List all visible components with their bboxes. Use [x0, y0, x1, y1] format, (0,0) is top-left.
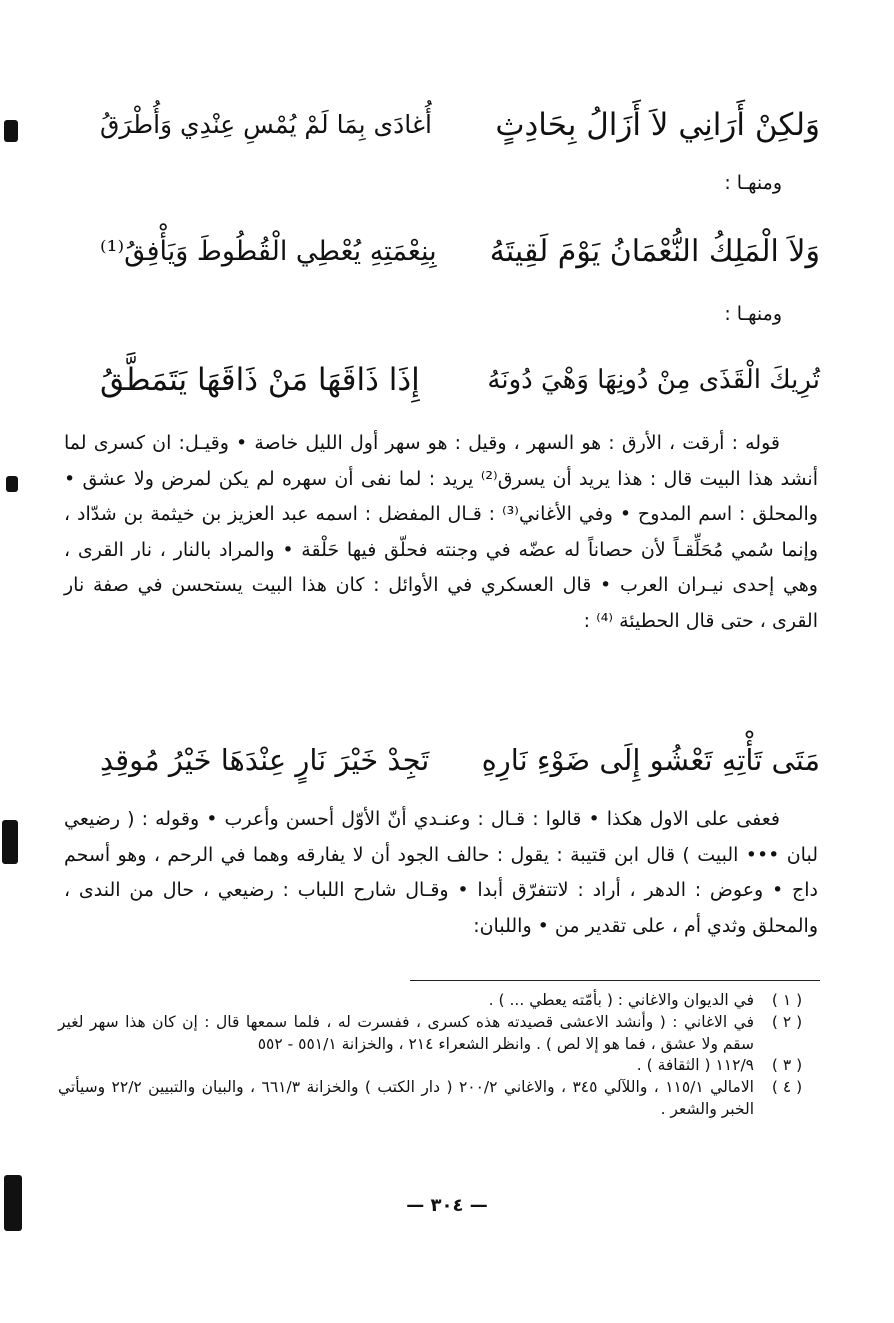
commentary-paragraph-2 [64, 802, 818, 944]
footnotes [58, 990, 820, 1121]
commentary-text-1: قوله : أرقت ، الأرق : هو السهر ، وقيل : هو سهر أول الليل خاصة • وقيـل: ان كسرى لما أنشد هذا البيت قال : هذا يريد أن يسرق⁽²⁾ يريد : لما نفى أن سهره لم يكن لمرض ولا عشق • والمحلق : اسم المدوح • وفي الأغاني⁽³⁾ : قـال المفضل : اسمه عبد العزيز بن خيثمة بن شدّاد ، وإنما سُمي مُحَلِّقـاً لأن حصاناً له عضّه في وجنته فحلّق فيها حَلْقة • والمراد بالنار ، نار القرى ، وهي إحدى نيـران العرب • قال العسكري في الأوائل : كان هذا البيت يستحسن في صفة نار القرى ، حتى قال الحطيئة ⁽⁴⁾ : [64, 432, 818, 632]
verse-2 [100, 222, 820, 282]
footnote-number: ( ٢ ) [771, 1012, 803, 1031]
footnote-separator [410, 980, 820, 981]
verse-4 [100, 730, 820, 790]
intro-label-1: ومنهـا : [724, 172, 782, 194]
verse-3-second-hemistich: إِذَا ذَاقَهَا مَنْ ذَاقَهَا يَتَمَطَّقُ [100, 362, 420, 398]
footnote-text: ١١٢/٩ ( الثقافة ) . [636, 1056, 754, 1075]
verse-2-second-hemistich: بِنِعْمَتِهِ يُعْطِي الْقُطُوطَ وَيَأْفِقُ⁽¹⁾ [100, 236, 437, 267]
page-number: — ٣٠٤ — [406, 1195, 488, 1216]
footnote-number: ( ٤ ) [771, 1078, 803, 1097]
footnote-3 [58, 1055, 820, 1077]
footnote-text: في الديوان والاغاني : ( بأمّته يعطي ... ) . [488, 991, 754, 1009]
verse-2-first-hemistich: وَلاَ الْمَلِكُ النُّعْمَانُ يَوْمَ لَقِيتَهُ [489, 234, 820, 269]
verse-3-first-hemistich: تُرِيكَ الْقَذَى مِنْ دُونِهَا وَهْيَ دُونَهُ [487, 365, 820, 395]
commentary-paragraph-1 [64, 426, 818, 639]
binding-mark [2, 820, 18, 864]
footnote-1 [58, 990, 820, 1012]
footnote-text: الامالي ١١٥/١ ، واللآلي ٣٤٥ ، والاغاني ٢٠٠/٢ ( دار الكتب ) والخزانة ٦٦١/٣ ، والبيان والتبيين ٢٢/٢ وسيأتي الخبر والشعر . [58, 1078, 754, 1118]
verse-1-first-hemistich: وَلكِنْ أَرَانِي لاَ أَزَالُ بِحَادِثٍ [495, 107, 820, 143]
commentary-text-2: فعفى على الاول هكذا • قالوا : قـال : وعنـدي أنّ الأوّل أحسن وأعرب • وقوله : ( رضيعي لبان ••• البيت ) قال ابن قتيبة : يقول : حالف الجود أن لا يفارقه وهما في الرحم ، وهو أسحم داج • وعوض : الدهر ، أراد : لاتتفرّق أبدا • وقـال شارح اللباب : رضيعي ، حال من الندى ، والمحلق وثدي أم ، على تقدير من • واللبان: [64, 808, 818, 937]
footnote-text: في الاغاني : ( وأنشد الاعشى قصيدته هذه كسرى ، ففسرت له ، فلما سمعها قال : إن كان هذا سهر لغير سقم ولا عشق ، فما هو إلا لص ) . وانظر الشعراء ٢١٤ ، والخزانة ٥٥١/١ - ٥٥٢ [58, 1012, 754, 1053]
verse-3 [100, 350, 820, 410]
footnote-2 [58, 1012, 820, 1056]
footnote-4 [58, 1077, 820, 1121]
binding-mark [6, 476, 18, 492]
intro-label-2: ومنهـا : [724, 303, 782, 325]
footnote-number: ( ٣ ) [771, 1056, 803, 1075]
verse-4-second-hemistich: تَجِدْ خَيْرَ نَارٍ عِنْدَهَا خَيْرُ مُوقِدِ [100, 743, 430, 777]
verse-1 [100, 95, 820, 155]
verse-1-second-hemistich: أُغادَى بِمَا لَمْ يُمْسِ عِنْدِي وَأُطْرَقُ [100, 110, 432, 139]
binding-mark [4, 120, 18, 142]
footnote-number: ( ١ ) [771, 991, 803, 1009]
verse-4-first-hemistich: مَتَى تَأْتِهِ تَعْشُو إِلَى ضَوْءِ نَارِهِ [481, 743, 820, 777]
